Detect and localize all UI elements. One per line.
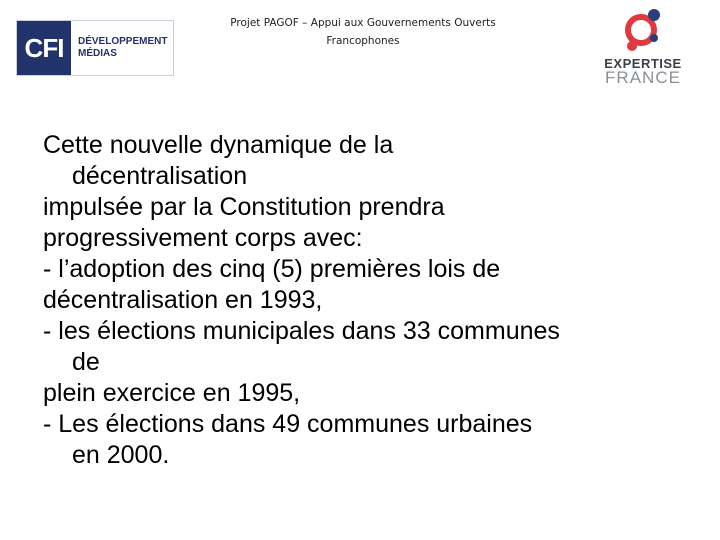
body-line: - les élections municipales dans 33 communes	[43, 317, 560, 345]
expertise-france-line2: FRANCE	[605, 68, 681, 87]
slide-header	[0, 0, 720, 100]
expertise-france-mark-icon	[624, 8, 664, 52]
body-line: plein exercice en 1995,	[43, 379, 301, 407]
body-line: - Les élections dans 49 communes urbaines	[43, 410, 533, 438]
header-title	[200, 14, 526, 50]
body-line: Cette nouvelle dynamique de la	[43, 131, 394, 159]
header-title-line1: Projet PAGOF – Appui aux Gouvernements Ouverts	[230, 17, 496, 29]
expertise-france-logo	[600, 8, 686, 88]
body-line: progressivement corps avec:	[43, 224, 363, 252]
body-line: de	[72, 348, 100, 376]
slide-body-text	[43, 130, 713, 471]
body-line: impulsée par la Constitution prendra	[43, 193, 445, 221]
body-line: décentralisation en 1993,	[43, 286, 323, 314]
cfi-logo-line2: MÉDIAS	[78, 48, 117, 59]
body-line: - l’adoption des cinq (5) premières lois de	[43, 255, 501, 283]
cfi-logo	[16, 20, 174, 76]
cfi-logo-mark: CFI	[17, 21, 71, 75]
expertise-france-line1: EXPERTISE	[604, 56, 682, 71]
body-line: en 2000.	[72, 441, 170, 469]
cfi-logo-text	[78, 36, 167, 60]
cfi-logo-line1: DÉVELOPPEMENT	[78, 36, 168, 47]
body-line: décentralisation	[72, 162, 248, 190]
header-title-line2: Francophones	[326, 35, 400, 47]
